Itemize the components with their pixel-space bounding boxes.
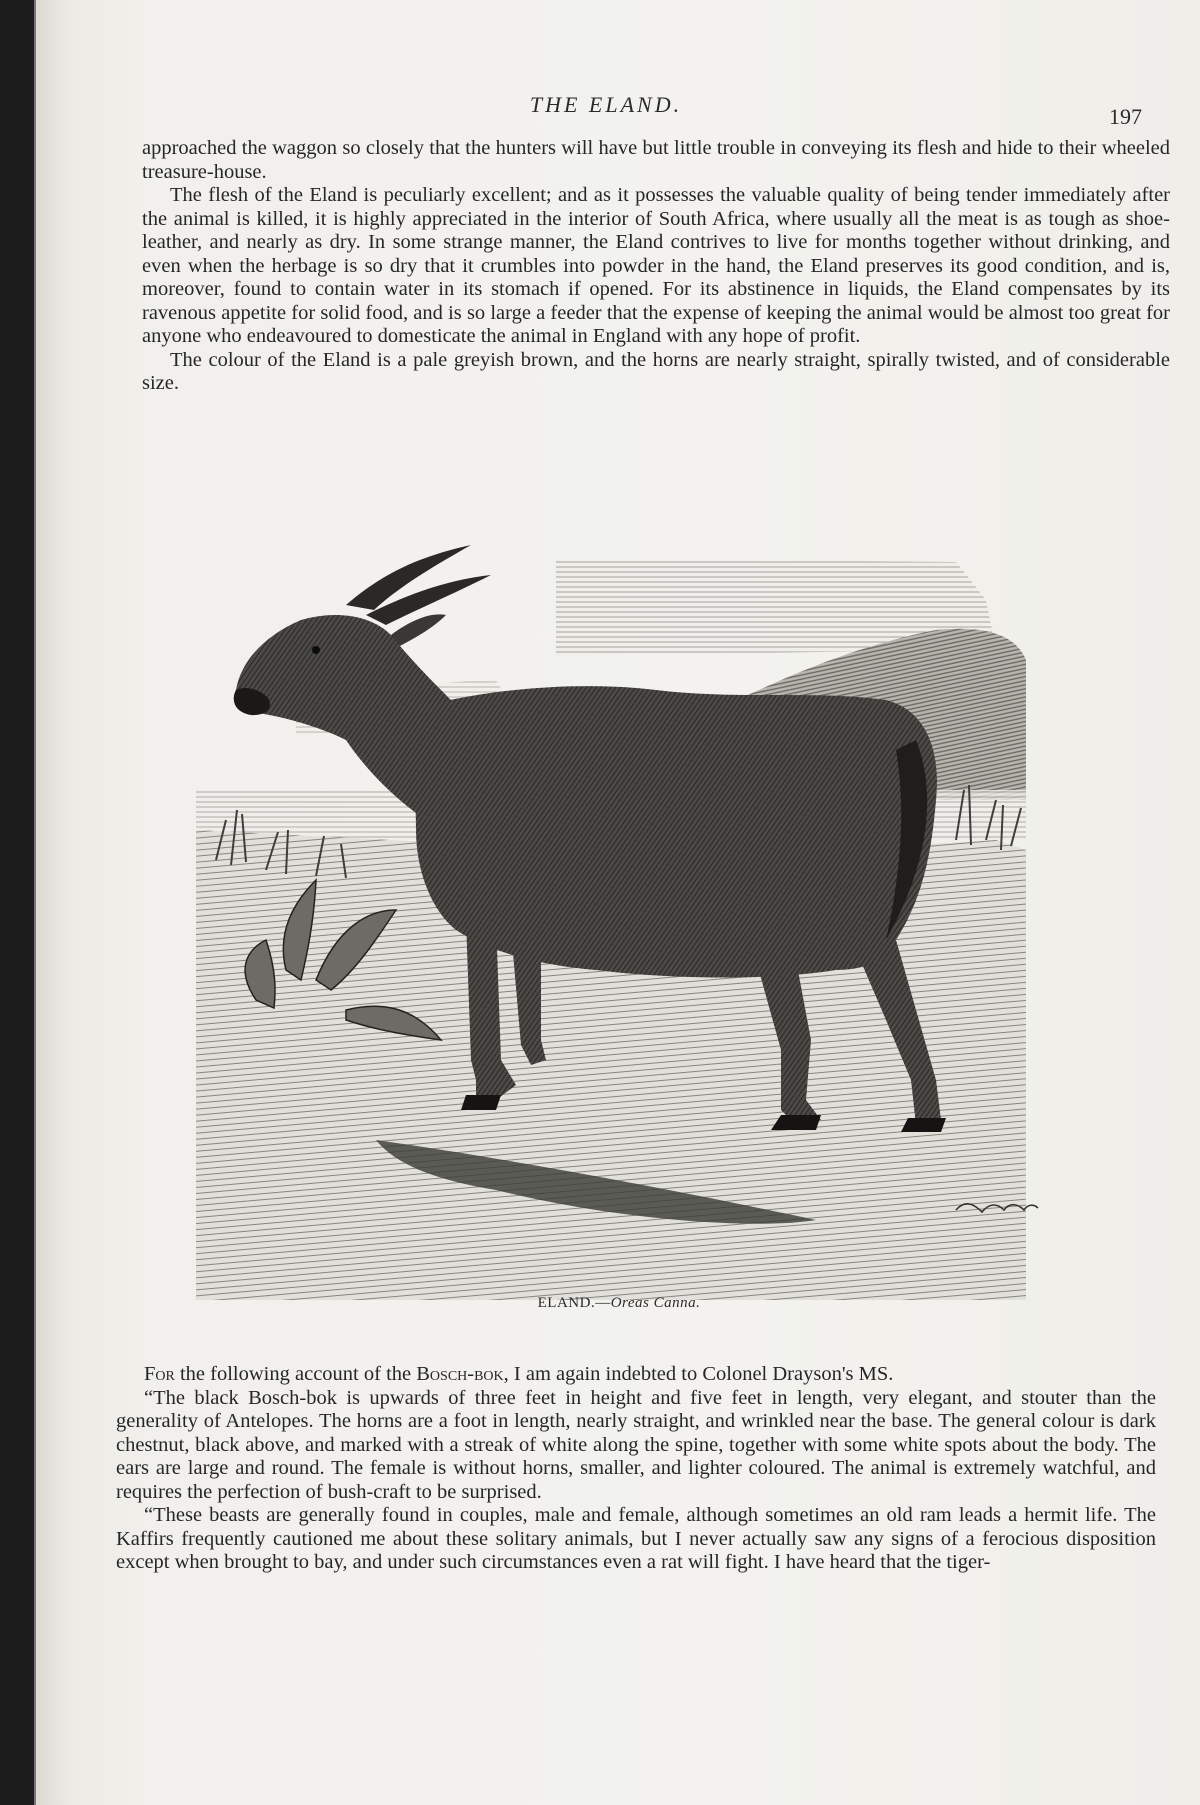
bosch-bok-name: Bosch-bok	[416, 1363, 504, 1385]
eland-horns	[346, 545, 491, 625]
paragraph-bosch-bok-description: “The black Bosch-bok is upwards of three feet in height and five feet in length, very elegant, and stouter than the generality of Antelopes. The horns are a foot in length, nearly straight, and wrinkled near the base. The general colour is dark chestnut, black above, and marked with a streak of white along the spine, together with some white spots about the body. The ears are large and round. The female is without horns, smaller, and lighter coloured. The animal is extremely watchful, and requires the perfection of bush-craft to be surprised.	[116, 1386, 1156, 1503]
book-page	[34, 0, 1200, 1805]
figure-caption	[36, 1295, 1200, 1312]
page-number: 197	[1109, 104, 1142, 129]
caption-dash: —	[595, 1295, 611, 1311]
paragraph-bosch-bok-intro	[116, 1363, 1156, 1387]
paragraph-bosch-bok-habits: “These beasts are generally found in couples, male and female, although sometimes an old ram leads a hermit life. The Kaffirs frequently cautioned me about these solitary animals, but I never actually saw any signs of a ferocious disposition except when brought to bay, and under such circumstances even a rat will fight. I have heard that the tiger-	[116, 1504, 1156, 1573]
eland-eye	[312, 646, 320, 654]
intro-end: , I am again indebted to Colonel Drayson's MS.	[503, 1363, 894, 1385]
caption-name: ELAND.	[537, 1295, 596, 1311]
bottom-text-block	[116, 1363, 1156, 1575]
paragraph-flesh: The flesh of the Eland is peculiarly excellent; and as it possesses the valuable quality of being tender immediately after the animal is killed, it is highly appreciated in the interior of South Africa, where usually all the meat is as tough as shoe-leather, and nearly as dry. In some strange manner, the Eland contrives to live for months together without drinking, and even when the herbage is so dry that it crumbles into powder in the hand, the Eland preserves its good condition, and is, moreover, found to contain water in its stomach if opened. For its abstinence in liquids, the Eland compensates by its ravenous appetite for solid food, and is so large a feeder that the expense of keeping the animal would be almost too great for anyone who endeavoured to domesticate the animal in England with any hope of profit.	[142, 184, 1170, 347]
caption-species: Oreas Canna.	[610, 1295, 701, 1311]
paragraph-continued: approached the waggon so closely that the hunters will have but little trouble in conveying its flesh and hide to their wheeled treasure-house.	[142, 137, 1170, 183]
top-text-block	[142, 137, 1170, 396]
drop-lead-word: For	[144, 1363, 175, 1385]
eland-ear	[391, 614, 446, 648]
paragraph-colour: The colour of the Eland is a pale greyish brown, and the horns are nearly straight, spirally twisted, and of considerable size.	[142, 348, 1170, 394]
running-head: THE ELAND.	[529, 92, 683, 117]
eland-illustration	[196, 540, 1126, 1310]
intro-text: the following account of the	[174, 1363, 417, 1385]
